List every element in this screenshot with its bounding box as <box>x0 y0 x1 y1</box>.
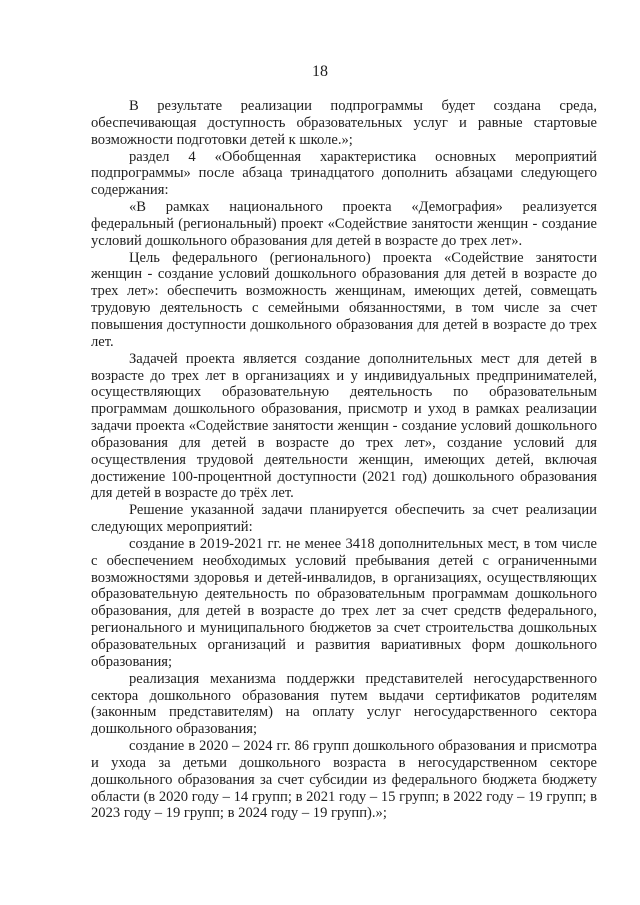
paragraph-7: создание в 2019-2021 гг. не менее 3418 дополнительных мест, в том числе с обеспечением необходимых условий пребывания детей с ограниченными возможностями здоровья и детей-инвалидов, в организациях, осуществляющих образовательную деятельность по образовательным программам дошкольного образования, для детей в возрасте до трех лет за счет средств федерального, регионального и муниципального бюджетов за счет строительства дошкольных образовательных организаций и развития вариативных форм дошкольного образования; <box>91 535 597 670</box>
paragraph-9: создание в 2020 – 2024 гг. 86 групп дошкольного образования и присмотра и ухода за детьми дошкольного возраста в негосударственном секторе дошкольного образования за счет субсидии из федерального бюджета бюджету области (в 2020 году – 14 групп; в 2021 году – 15 групп; в 2022 году – 19 групп; в 2023 году – 19 групп; в 2024 году – 19 групп).»; <box>91 738 597 822</box>
paragraph-1: В результате реализации подпрограммы будет создана среда, обеспечивающая доступность образовательных услуг и равные стартовые возможности подготовки детей к школе.»; <box>91 98 597 148</box>
page-number: 18 <box>312 63 328 80</box>
paragraph-8: реализация механизма поддержки представителей негосударственного сектора дошкольного образования путем выдачи сертификатов родителям (законным представителям) на оплату услуг негосударственного сектора дошкольного образования; <box>91 670 597 738</box>
document-body <box>91 98 597 822</box>
paragraph-6: Решение указанной задачи планируется обеспечить за счет реализации следующих мероприятий: <box>91 502 597 536</box>
paragraph-4: Цель федерального (регионального) проекта «Содействие занятости женщин - создание условий дошкольного образования для детей в возрасте до трех лет»: обеспечить возможность женщинам, имеющих детей, совмещать трудовую деятельность с семейными обязанностями, в том числе за счет повышения доступности дошкольного образования для детей в возрасте до трех лет. <box>91 249 597 350</box>
paragraph-2: раздел 4 «Обобщенная характеристика основных мероприятий подпрограммы» после абзаца тринадцатого дополнить абзацами следующего содержания: <box>91 148 597 199</box>
paragraph-3: «В рамках национального проекта «Демография» реализуется федеральный (региональный) проект «Содействие занятости женщин - создание условий дошкольного образования для детей в возрасте до трех лет». <box>91 199 597 249</box>
paragraph-5: Задачей проекта является создание дополнительных мест для детей в возрасте до трех лет в организациях и у индивидуальных предпринимателей, осуществляющих образовательную деятельность по образовательным программам дошкольного образования, присмотр и уход в рамках реализации задачи проекта «Содействие занятости женщин - создание условий дошкольного образования для детей в возрасте до трех лет», создание условий для осуществления трудовой деятельности женщин, имеющих детей, включая достижение 100-процентной доступности (2021 год) дошкольного образования для детей в возрасте до трёх лет. <box>91 350 597 502</box>
